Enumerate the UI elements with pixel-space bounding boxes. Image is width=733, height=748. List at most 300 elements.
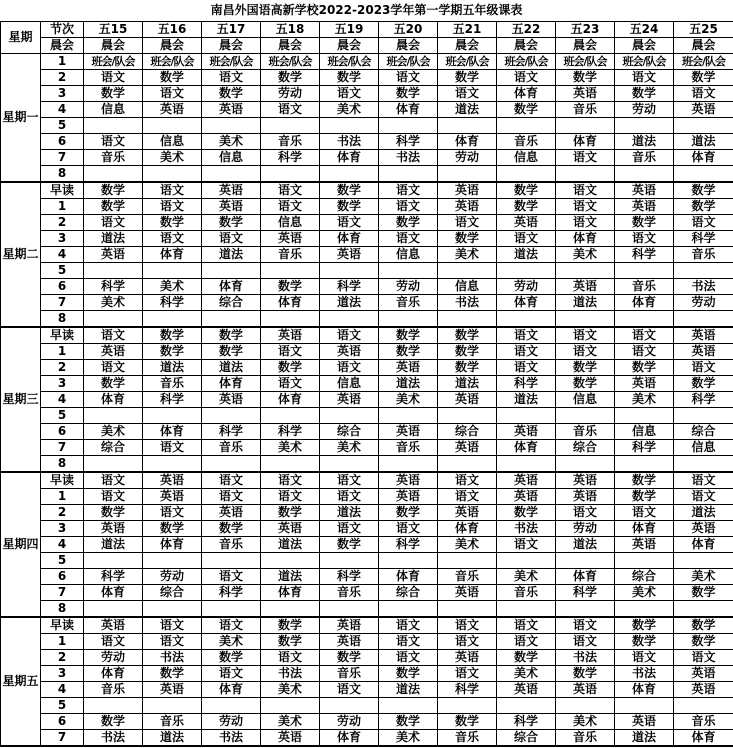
table-row — [1, 327, 733, 344]
subject-cell — [379, 408, 438, 424]
period-cell: 1 — [41, 54, 84, 70]
subject-cell: 数学 — [379, 505, 438, 521]
subject-cell: 书法 — [320, 134, 379, 150]
subject-cell: 书法 — [379, 150, 438, 166]
subject-cell: 英语 — [143, 102, 202, 118]
subject-cell: 数学 — [438, 360, 497, 376]
subject-cell: 体育 — [615, 295, 674, 311]
subject-cell: 英语 — [615, 199, 674, 215]
period-cell: 8 — [41, 311, 84, 328]
subject-cell: 英语 — [84, 247, 143, 263]
subject-cell — [438, 166, 497, 183]
subject-cell — [143, 166, 202, 183]
subject-cell: 音乐 — [143, 714, 202, 730]
subject-cell: 信息 — [615, 424, 674, 440]
subject-cell: 综合 — [320, 424, 379, 440]
subject-cell: 数学 — [143, 215, 202, 231]
subject-cell: 体育 — [379, 569, 438, 585]
subject-cell: 语文 — [674, 489, 733, 505]
subject-cell: 信息 — [438, 279, 497, 295]
subject-cell: 美术 — [497, 569, 556, 585]
subject-cell: 体育 — [438, 521, 497, 537]
subject-cell: 综合 — [84, 440, 143, 456]
table-row — [1, 166, 733, 183]
period-cell: 5 — [41, 408, 84, 424]
subject-cell: 体育 — [84, 585, 143, 601]
subject-cell — [615, 166, 674, 183]
subject-cell: 科学 — [497, 376, 556, 392]
page-title: 南昌外国语高新学校2022-2023学年第一学期五年级课表 — [210, 3, 523, 17]
subject-cell: 语文 — [143, 505, 202, 521]
subject-cell: 数学 — [438, 714, 497, 730]
subject-cell: 数学 — [497, 199, 556, 215]
subject-cell: 英语 — [202, 182, 261, 199]
class-header: 五21 — [438, 22, 497, 38]
subject-cell: 科学 — [143, 392, 202, 408]
subject-cell: 体育 — [261, 295, 320, 311]
subject-cell: 信息 — [497, 150, 556, 166]
subject-cell: 语文 — [497, 70, 556, 86]
subject-cell: 数学 — [497, 505, 556, 521]
subject-cell: 英语 — [438, 505, 497, 521]
subject-cell — [438, 408, 497, 424]
subject-cell: 英语 — [320, 617, 379, 634]
subject-cell: 数学 — [615, 617, 674, 634]
period-cell: 早读 — [41, 617, 84, 634]
subject-cell: 语文 — [556, 327, 615, 344]
subject-cell — [143, 408, 202, 424]
subject-cell: 数学 — [202, 327, 261, 344]
day-label: 星期四 — [1, 472, 41, 617]
subject-cell: 体育 — [674, 537, 733, 553]
period-cell: 7 — [41, 440, 84, 456]
subject-cell — [261, 311, 320, 328]
subject-cell — [615, 408, 674, 424]
subject-cell: 语文 — [615, 70, 674, 86]
subject-cell: 美术 — [202, 134, 261, 150]
subject-cell — [615, 263, 674, 279]
class-header: 五20 — [379, 22, 438, 38]
period-cell: 2 — [41, 70, 84, 86]
subject-cell: 班会/队会 — [202, 54, 261, 70]
subject-cell: 英语 — [379, 472, 438, 489]
subject-cell — [379, 456, 438, 473]
subject-cell: 劳动 — [320, 714, 379, 730]
subject-cell — [438, 553, 497, 569]
table-row — [1, 553, 733, 569]
table-row — [1, 730, 733, 747]
subject-cell: 班会/队会 — [497, 54, 556, 70]
subject-cell — [202, 166, 261, 183]
subject-cell — [320, 601, 379, 618]
subject-cell: 数学 — [615, 215, 674, 231]
subject-cell: 语文 — [674, 86, 733, 102]
subject-cell: 美术 — [261, 440, 320, 456]
table-row — [1, 215, 733, 231]
subject-cell — [556, 166, 615, 183]
subject-cell: 音乐 — [674, 714, 733, 730]
subject-cell: 英语 — [379, 360, 438, 376]
subject-cell: 体育 — [261, 585, 320, 601]
subject-cell: 数学 — [615, 360, 674, 376]
subject-cell — [84, 601, 143, 618]
subject-cell: 数学 — [615, 86, 674, 102]
subject-cell: 音乐 — [202, 537, 261, 553]
table-row — [1, 311, 733, 328]
subject-cell: 美术 — [143, 150, 202, 166]
subject-cell: 劳动 — [674, 295, 733, 311]
subject-cell — [320, 408, 379, 424]
subject-cell: 数学 — [556, 666, 615, 682]
subject-cell: 英语 — [674, 682, 733, 698]
subject-cell: 体育 — [261, 392, 320, 408]
subject-cell — [615, 311, 674, 328]
subject-cell: 体育 — [615, 521, 674, 537]
period-cell: 6 — [41, 714, 84, 730]
subject-cell: 美术 — [202, 634, 261, 650]
subject-cell: 劳动 — [143, 569, 202, 585]
subject-cell: 语文 — [674, 215, 733, 231]
subject-cell — [674, 166, 733, 183]
subject-cell: 语文 — [261, 650, 320, 666]
period-cell: 6 — [41, 134, 84, 150]
subject-cell: 美术 — [379, 730, 438, 747]
class-sub-header: 晨会 — [615, 38, 674, 54]
subject-cell: 体育 — [320, 150, 379, 166]
subject-cell: 音乐 — [615, 150, 674, 166]
period-cell: 3 — [41, 376, 84, 392]
subject-cell: 英语 — [497, 424, 556, 440]
subject-cell: 语文 — [143, 617, 202, 634]
table-row — [1, 489, 733, 505]
subject-cell: 书法 — [438, 295, 497, 311]
subject-cell: 语文 — [556, 634, 615, 650]
table-row — [1, 263, 733, 279]
subject-cell: 书法 — [202, 730, 261, 747]
subject-cell: 科学 — [320, 279, 379, 295]
subject-cell: 语文 — [615, 505, 674, 521]
subject-cell: 道法 — [438, 376, 497, 392]
subject-cell — [379, 118, 438, 134]
subject-cell — [438, 311, 497, 328]
subject-cell: 音乐 — [261, 134, 320, 150]
class-sub-header: 晨会 — [261, 38, 320, 54]
subject-cell: 科学 — [379, 537, 438, 553]
subject-cell: 语文 — [497, 617, 556, 634]
subject-cell: 音乐 — [497, 585, 556, 601]
period-cell: 6 — [41, 569, 84, 585]
subject-cell — [143, 263, 202, 279]
table-row — [1, 521, 733, 537]
subject-cell: 语文 — [84, 70, 143, 86]
subject-cell: 英语 — [556, 489, 615, 505]
table-row — [1, 150, 733, 166]
subject-cell: 美术 — [261, 714, 320, 730]
subject-cell: 数学 — [674, 199, 733, 215]
subject-cell: 科学 — [615, 247, 674, 263]
subject-cell: 美术 — [674, 569, 733, 585]
period-cell: 8 — [41, 166, 84, 183]
subject-cell — [674, 553, 733, 569]
subject-cell — [84, 263, 143, 279]
subject-cell — [497, 456, 556, 473]
subject-cell: 体育 — [615, 682, 674, 698]
subject-cell: 数学 — [379, 714, 438, 730]
class-sub-header: 晨会 — [143, 38, 202, 54]
subject-cell — [674, 311, 733, 328]
period-cell: 2 — [41, 505, 84, 521]
subject-cell — [497, 698, 556, 714]
subject-cell: 道法 — [320, 505, 379, 521]
period-cell: 1 — [41, 489, 84, 505]
subject-cell: 道法 — [674, 134, 733, 150]
table-row — [1, 585, 733, 601]
subject-cell: 英语 — [261, 730, 320, 747]
subject-cell: 英语 — [261, 231, 320, 247]
subject-cell: 数学 — [202, 650, 261, 666]
subject-cell: 音乐 — [84, 682, 143, 698]
header-row — [1, 22, 733, 38]
subject-cell: 体育 — [143, 247, 202, 263]
subject-cell: 劳动 — [556, 521, 615, 537]
day-label: 星期二 — [1, 182, 41, 327]
table-row — [1, 666, 733, 682]
subject-cell — [320, 311, 379, 328]
subject-cell: 语文 — [84, 634, 143, 650]
period-cell: 4 — [41, 247, 84, 263]
subject-cell: 英语 — [320, 344, 379, 360]
subject-cell: 数学 — [84, 505, 143, 521]
subject-cell: 书法 — [261, 666, 320, 682]
class-header: 五18 — [261, 22, 320, 38]
period-cell: 3 — [41, 231, 84, 247]
subject-cell: 数学 — [497, 102, 556, 118]
subject-cell: 数学 — [674, 182, 733, 199]
subject-cell: 科学 — [261, 150, 320, 166]
subject-cell: 科学 — [497, 714, 556, 730]
subject-cell: 美术 — [497, 666, 556, 682]
subject-cell — [261, 263, 320, 279]
table-row — [1, 118, 733, 134]
subject-cell: 数学 — [379, 86, 438, 102]
subject-cell: 语文 — [556, 199, 615, 215]
subject-cell: 音乐 — [379, 440, 438, 456]
subject-cell: 综合 — [143, 585, 202, 601]
period-cell: 2 — [41, 360, 84, 376]
subject-cell: 语文 — [556, 182, 615, 199]
schedule-table — [0, 21, 733, 747]
subject-cell: 班会/队会 — [438, 54, 497, 70]
subject-cell: 数学 — [556, 70, 615, 86]
subject-cell: 体育 — [84, 392, 143, 408]
subject-cell: 书法 — [615, 666, 674, 682]
subject-cell: 数学 — [615, 472, 674, 489]
subject-cell — [438, 601, 497, 618]
subject-cell — [674, 456, 733, 473]
subject-cell — [615, 601, 674, 618]
subject-cell: 英语 — [615, 376, 674, 392]
table-row — [1, 86, 733, 102]
period-cell: 3 — [41, 86, 84, 102]
subject-cell: 体育 — [143, 537, 202, 553]
subject-cell — [497, 408, 556, 424]
subject-cell: 美术 — [320, 102, 379, 118]
subject-cell: 科学 — [143, 295, 202, 311]
subject-cell: 语文 — [84, 489, 143, 505]
period-cell: 1 — [41, 344, 84, 360]
subject-cell: 道法 — [261, 569, 320, 585]
subject-cell: 班会/队会 — [261, 54, 320, 70]
subject-cell — [615, 553, 674, 569]
class-sub-header: 晨会 — [320, 38, 379, 54]
subject-cell: 语文 — [320, 360, 379, 376]
class-sub-header: 晨会 — [379, 38, 438, 54]
class-sub-header: 晨会 — [202, 38, 261, 54]
table-row — [1, 698, 733, 714]
subject-cell: 语文 — [379, 521, 438, 537]
subject-cell — [674, 601, 733, 618]
subject-cell: 劳动 — [497, 279, 556, 295]
subject-cell: 道法 — [84, 537, 143, 553]
subject-cell: 语文 — [143, 231, 202, 247]
subject-cell: 体育 — [674, 150, 733, 166]
subject-cell — [202, 408, 261, 424]
subject-cell: 数学 — [497, 182, 556, 199]
subject-cell: 语文 — [320, 215, 379, 231]
subject-cell: 语文 — [84, 360, 143, 376]
subject-cell: 音乐 — [556, 730, 615, 747]
subject-cell: 语文 — [497, 360, 556, 376]
subject-cell: 信息 — [320, 376, 379, 392]
subject-cell: 英语 — [202, 505, 261, 521]
subject-cell — [438, 698, 497, 714]
subject-cell — [556, 263, 615, 279]
subject-cell: 数学 — [674, 376, 733, 392]
subject-cell: 语文 — [379, 231, 438, 247]
period-header: 节次 — [41, 22, 84, 38]
subject-cell — [143, 553, 202, 569]
subject-cell: 语文 — [379, 199, 438, 215]
subject-cell: 书法 — [556, 650, 615, 666]
subject-cell: 语文 — [497, 634, 556, 650]
subject-cell: 信息 — [556, 392, 615, 408]
subject-cell: 道法 — [84, 231, 143, 247]
subject-cell: 数学 — [143, 344, 202, 360]
period-cell: 3 — [41, 666, 84, 682]
subject-cell: 语文 — [556, 344, 615, 360]
subject-cell — [320, 456, 379, 473]
subject-cell: 语文 — [320, 86, 379, 102]
subject-cell: 音乐 — [143, 376, 202, 392]
subject-cell — [497, 263, 556, 279]
subject-cell: 道法 — [261, 537, 320, 553]
subject-cell: 数学 — [202, 86, 261, 102]
subject-cell: 英语 — [84, 617, 143, 634]
subject-cell: 体育 — [202, 682, 261, 698]
table-row — [1, 134, 733, 150]
subject-cell: 美术 — [438, 247, 497, 263]
subject-cell — [438, 118, 497, 134]
subject-cell: 数学 — [497, 650, 556, 666]
subject-cell: 数学 — [261, 634, 320, 650]
subject-cell: 道法 — [202, 247, 261, 263]
subject-cell: 音乐 — [320, 666, 379, 682]
subject-cell: 体育 — [497, 295, 556, 311]
subject-cell: 道法 — [674, 505, 733, 521]
table-row — [1, 601, 733, 618]
period-cell: 早读 — [41, 182, 84, 199]
subject-cell — [615, 456, 674, 473]
subject-cell: 综合 — [379, 585, 438, 601]
subject-cell — [84, 118, 143, 134]
subject-cell: 语文 — [438, 472, 497, 489]
subject-cell — [615, 118, 674, 134]
subject-cell: 语文 — [438, 489, 497, 505]
period-cell: 5 — [41, 118, 84, 134]
subject-cell: 体育 — [674, 730, 733, 747]
class-header: 五16 — [143, 22, 202, 38]
subject-cell: 数学 — [379, 666, 438, 682]
table-row — [1, 279, 733, 295]
subject-cell: 音乐 — [84, 150, 143, 166]
subject-cell: 英语 — [84, 521, 143, 537]
subject-cell: 语文 — [497, 231, 556, 247]
subject-cell: 美术 — [615, 585, 674, 601]
subject-cell: 语文 — [261, 182, 320, 199]
subject-cell: 语文 — [202, 231, 261, 247]
subject-cell: 英语 — [379, 489, 438, 505]
subject-cell: 体育 — [556, 134, 615, 150]
subject-cell — [615, 698, 674, 714]
period-cell: 2 — [41, 215, 84, 231]
subject-cell: 音乐 — [674, 247, 733, 263]
subject-cell: 科学 — [202, 424, 261, 440]
subject-cell — [379, 263, 438, 279]
subject-cell: 科学 — [674, 231, 733, 247]
subject-cell — [84, 166, 143, 183]
subject-cell: 美术 — [438, 537, 497, 553]
subject-cell: 数学 — [320, 650, 379, 666]
subject-cell: 班会/队会 — [556, 54, 615, 70]
period-cell: 8 — [41, 456, 84, 473]
subject-cell — [202, 118, 261, 134]
subject-cell: 美术 — [556, 714, 615, 730]
table-row — [1, 537, 733, 553]
table-row — [1, 360, 733, 376]
period-cell: 4 — [41, 537, 84, 553]
subject-cell: 英语 — [84, 344, 143, 360]
table-row — [1, 456, 733, 473]
subject-cell: 语文 — [556, 617, 615, 634]
subject-cell: 数学 — [84, 199, 143, 215]
day-label: 星期五 — [1, 617, 41, 746]
subject-cell: 英语 — [674, 521, 733, 537]
subject-cell — [497, 311, 556, 328]
subject-cell: 语文 — [320, 521, 379, 537]
table-row — [1, 569, 733, 585]
period-cell: 5 — [41, 553, 84, 569]
subject-cell: 信息 — [143, 134, 202, 150]
subject-cell — [84, 698, 143, 714]
subject-cell — [438, 263, 497, 279]
subject-cell: 劳动 — [84, 650, 143, 666]
subject-cell: 音乐 — [320, 585, 379, 601]
subject-cell — [202, 263, 261, 279]
subject-cell: 英语 — [497, 489, 556, 505]
subject-cell: 劳动 — [202, 714, 261, 730]
subject-cell — [143, 118, 202, 134]
subject-cell — [556, 553, 615, 569]
